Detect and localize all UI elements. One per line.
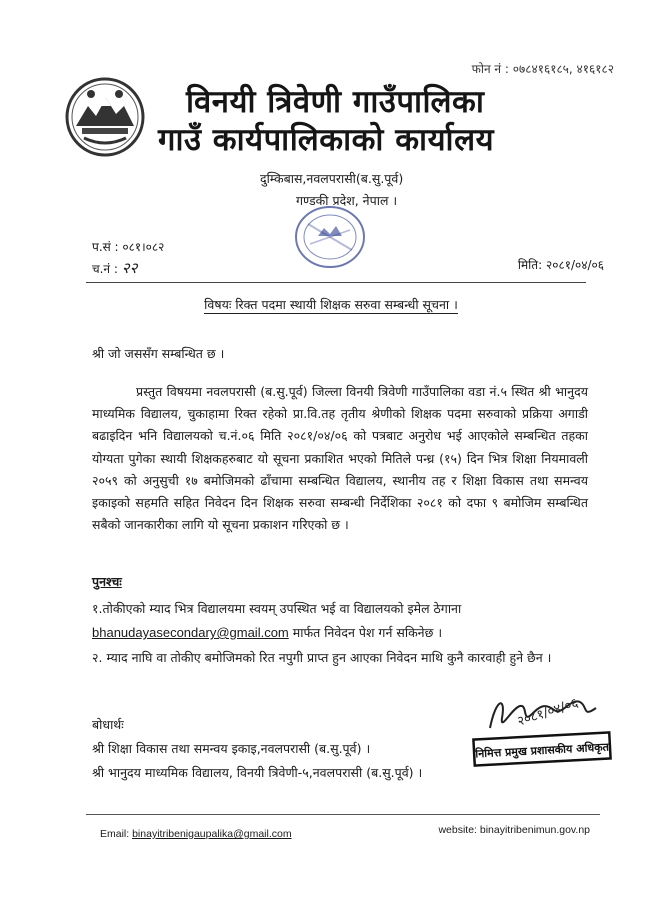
cc-recipient-1: श्री शिक्षा विकास तथा समन्वय इकाइ,नवलपरासी (ब.सु.पूर्व) । xyxy=(92,741,371,756)
office-title-line2: गाउँ कार्यपालिकाको कार्यालय xyxy=(158,122,495,158)
footer-website[interactable]: website: binayitribenimun.gov.np xyxy=(438,824,590,836)
signature-date-scrawl: २०८१/०४/०६ xyxy=(515,695,581,730)
postscript-point-2: २. म्याद नाघि वा तोकीए बमोजिमको रित नपुगी प्राप्त हुन आएका निवेदन माथि कुनै कारवाही हुने छैन । xyxy=(92,650,552,665)
dispatch-number-label: च.नं : xyxy=(92,262,118,276)
dispatch-number-value: २२ xyxy=(121,259,138,277)
phone-number: फोन नं : ०७८४१६१८५, ४१६१८२ xyxy=(471,62,614,76)
letter-reference-number: प.सं : ०८१।०८२ xyxy=(92,240,165,254)
cc-heading: बोधार्थः xyxy=(92,717,124,732)
postscript-point-1-tail: मार्फत निवेदन पेश गर्न सकिनेछ । xyxy=(288,625,443,640)
notice-body-paragraph: प्रस्तुत विषयमा नवलपरासी (ब.सु.पूर्व) जिल्ला विनयी त्रिवेणी गाउँपालिका वडा नं.५ स्थित श्री भानुदय माध्यमिक विद्यालय, चुकाहामा रिक्त रहेको प्रा.वि.तह तृतीय श्रेणीको शिक्षक पदमा सरुवाको प्रक्रिया अगाडी बढाइदिन भनि विद्यालयको च.नं.०६ मिति २०८१/०४/०६ को पत्रबाट अनुरोध भई आएकोले सम्बन्धित तहका योग्यता पुगेका स्थायी शिक्षकहरुबाट यो सूचना प्रकाशित भएको मितिले पन्ध्र (१५) दिन भित्र शिक्षा नियमावली २०५९ को अनुसुची १७ बमोजिमको ढाँचामा सम्बन्धित विद्यालय, स्थानीय तह र शिक्षा विकास तथा समन्वय इकाइको सहमति सहित निवेदन दिन शिक्षक सरुवा सम्बन्धी निर्देशिका २०८१ को दफा ९ बमोजिम सम्बन्धित सबैको जानकारीका लागि यो सूचना प्रकाशन गरिएको छ । xyxy=(92,384,588,533)
postscript-heading: पुनश्चः xyxy=(92,574,122,589)
signature-stamp xyxy=(472,688,612,776)
footer-divider xyxy=(86,814,600,815)
salutation: श्री जो जससँग सम्बन्धित छ । xyxy=(92,346,225,361)
header-divider xyxy=(86,282,586,283)
letter-date: मिति: २०८१/०४/०६ xyxy=(517,258,604,272)
signature-stamp-text: निमित्त प्रमुख प्रशासकीय अधिकृत xyxy=(474,740,610,761)
postscript-point-1-text: १.तोकीएको म्याद भित्र विद्यालयमा स्वयम् उपस्थित भई वा विद्यालयको इमेल ठेगाना xyxy=(92,601,462,616)
footer-email-label: Email: xyxy=(100,828,133,840)
dispatch-number xyxy=(92,258,137,278)
subject-text: विषयः रिक्त पदमा स्थायी शिक्षक सरुवा सम्बन्धी सूचना । xyxy=(204,297,458,312)
office-title-line1: विनयी त्रिवेणी गाउँपालिका xyxy=(186,84,485,120)
cc-recipient-2: श्री भानुदय माध्यमिक विद्यालय, विनयी त्रिवेणी-५,नवलपरासी (ब.सु.पूर्व) । xyxy=(92,765,423,780)
school-email-link[interactable]: bhanudayasecondary@gmail.com xyxy=(92,625,289,640)
postscript-point-1 xyxy=(92,597,588,645)
office-seal-stamp xyxy=(290,200,370,274)
municipality-emblem xyxy=(64,76,146,158)
office-address: दुम्किबास,नवलपरासी(ब.सु.पूर्व) xyxy=(260,171,404,186)
footer-email xyxy=(100,828,292,840)
office-province: गण्डकी प्रदेश, नेपाल । xyxy=(296,193,398,208)
footer-email-value[interactable]: binayitribenigaupalika@gmail.com xyxy=(132,828,292,840)
subject-line xyxy=(0,296,662,313)
